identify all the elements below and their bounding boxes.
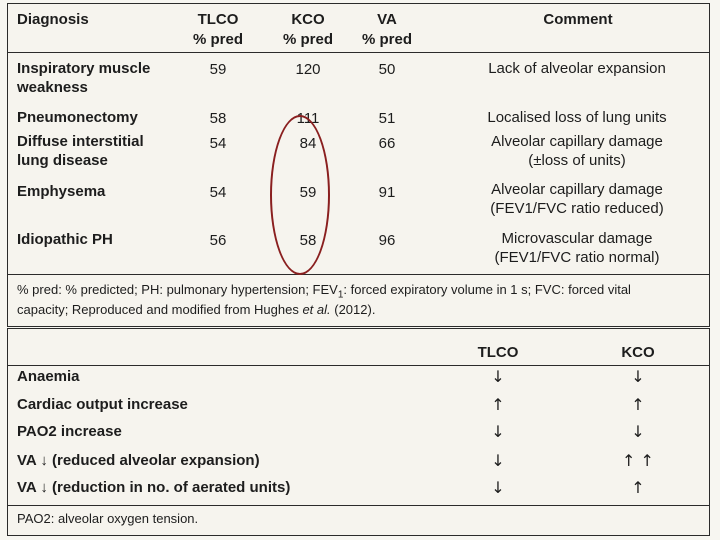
table-footnote: % pred: % predicted; PH: pulmonary hypertension; $FEV_1$: forced expiratory volume in 1 s; FVC: forced vital capacity; Reproduced and modified from Hughes et al. (2012).: [17, 282, 631, 317]
kco-arrow: ↑: [631, 478, 645, 497]
row-kco: 59: [299, 184, 317, 201]
tlco-arrow: ↓: [491, 478, 505, 497]
row-tlco: 54: [209, 135, 227, 152]
row-va: 51: [378, 110, 396, 127]
row-diagnosis: Pneumonectomy: [17, 109, 138, 126]
header-divider: [8, 365, 709, 366]
row-tlco: 56: [209, 232, 227, 249]
kco-arrow: ↓: [631, 422, 645, 441]
kco-arrow: ↓: [631, 367, 645, 386]
tlco-arrow: ↓: [491, 451, 505, 470]
row-comment: Alveolar capillary damage (FEV1/FVC ratio reduced): [490, 181, 664, 217]
row-diagnosis: Diffuse interstitial lung disease: [17, 133, 144, 169]
row-diagnosis: Idiopathic PH: [17, 231, 113, 248]
footnote-divider: [8, 505, 709, 506]
row-comment: Microvascular damage (FEV1/FVC ratio normal): [494, 230, 660, 266]
header-kco: KCO: [621, 344, 655, 361]
row-diagnosis: Inspiratory muscle weakness: [17, 60, 151, 96]
header-diagnosis: Diagnosis: [17, 11, 89, 28]
row-kco: 120: [295, 61, 321, 78]
diagnosis-table: [7, 3, 710, 327]
header-comment: Comment: [543, 11, 613, 28]
header-tlco: TLCO: [477, 344, 519, 361]
kco-arrow: ↑ ↑: [622, 451, 654, 470]
factor-label: VA ↓ (reduced alveolar expansion): [17, 452, 260, 469]
footnote-divider: [8, 274, 709, 275]
row-comment: Alveolar capillary damage (±loss of units): [491, 133, 663, 169]
kco-arrow: ↑: [631, 395, 645, 414]
row-kco: 58: [299, 232, 317, 249]
row-va: 96: [378, 232, 396, 249]
row-tlco: 59: [209, 61, 227, 78]
tlco-arrow: ↓: [491, 367, 505, 386]
tlco-arrow: ↑: [491, 395, 505, 414]
header-tlco: TLCO % pred: [192, 11, 243, 48]
row-va: 91: [378, 184, 396, 201]
row-comment: Lack of alveolar expansion: [488, 60, 666, 77]
header-kco: KCO % pred: [282, 11, 333, 48]
table-footnote: PAO2: alveolar oxygen tension.: [17, 511, 199, 526]
row-diagnosis: Emphysema: [17, 183, 106, 200]
row-tlco: 54: [209, 184, 227, 201]
row-kco: 84: [299, 135, 317, 152]
row-va: 50: [378, 61, 396, 78]
row-tlco: 58: [209, 110, 227, 127]
factor-label: Anaemia: [17, 368, 80, 385]
tlco-arrow: ↓: [491, 422, 505, 441]
factor-label: PAO2 increase: [17, 423, 122, 440]
row-va: 66: [378, 135, 396, 152]
header-divider: [8, 52, 709, 53]
row-comment: Localised loss of lung units: [487, 109, 667, 126]
header-va: VA % pred: [361, 11, 412, 48]
factor-label: VA ↓ (reduction in no. of aerated units): [17, 479, 291, 496]
factor-label: Cardiac output increase: [17, 396, 188, 413]
row-kco: 111: [296, 110, 320, 127]
factors-table: [7, 328, 710, 536]
